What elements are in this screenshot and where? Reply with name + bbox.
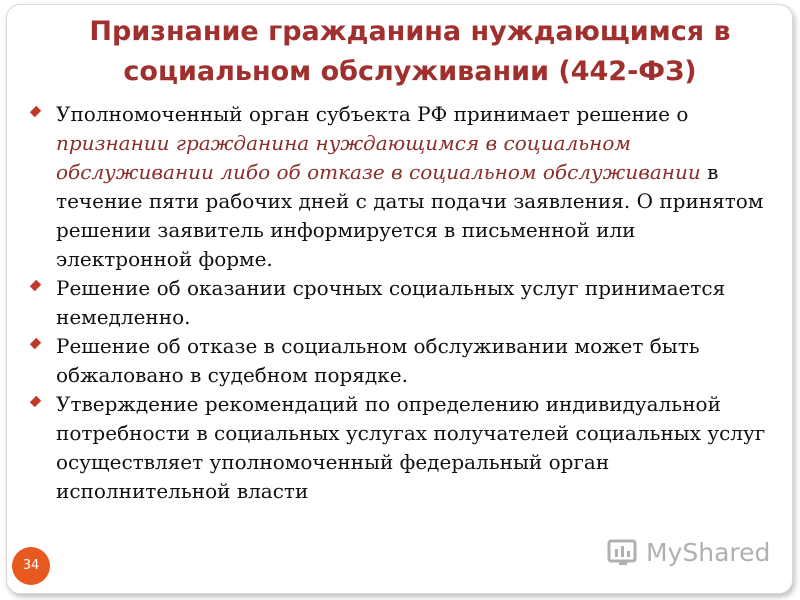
myshared-logo-icon <box>606 535 640 569</box>
bullet-text-emphasis: признании гражданина нуждающимся в социальном обслуживании либо об отказе в социальном обслуживании <box>56 131 701 184</box>
bullet-text-start: Уполномоченный орган субъекта РФ принимает решение о <box>56 102 689 126</box>
diamond-bullet-icon <box>30 106 41 117</box>
watermark <box>606 534 770 570</box>
bullet-item <box>30 332 770 390</box>
bullet-text: Решение об оказании срочных социальных услуг принимается немедленно. <box>56 276 726 329</box>
diamond-bullet-icon <box>30 280 41 291</box>
diamond-bullet-icon <box>30 338 41 349</box>
bullet-text-end: в течение пяти рабочих дней с даты подачи заявления. О принятом решении заявитель информируется в письменной или электронной форме. <box>56 160 764 271</box>
bullet-text: Решение об отказе в социальном обслуживании может быть обжаловано в судебном порядке. <box>56 334 700 387</box>
bullet-item <box>30 274 770 332</box>
bullet-list <box>30 100 770 506</box>
watermark-text: MyShared <box>646 537 771 567</box>
bullet-text: Утверждение рекомендаций по определению индивидуальной потребности в социальных услугах получателей социальных услуг осуществляет уполномоченный федеральный орган исполнительной власти <box>56 392 766 503</box>
page-number-badge: 34 <box>12 547 50 585</box>
bullet-item <box>30 390 770 506</box>
bullet-item <box>30 100 770 274</box>
diamond-bullet-icon <box>30 396 41 407</box>
slide-title: Признание гражданина нуждающимся в социальном обслуживании (442-ФЗ) <box>89 16 731 87</box>
